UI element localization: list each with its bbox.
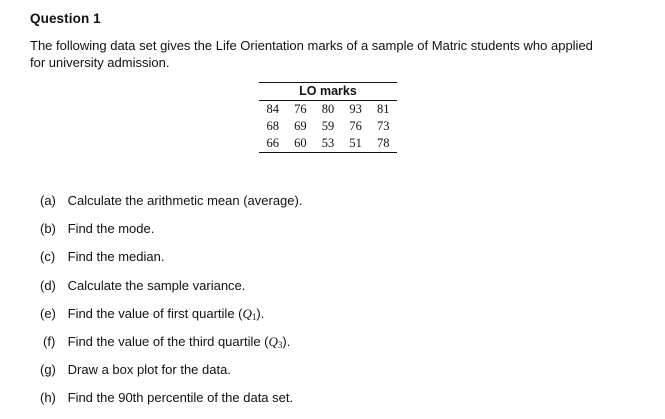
item-label: (b) <box>40 221 56 237</box>
lo-marks-table <box>259 82 397 153</box>
math-subscript: 3 <box>277 339 283 350</box>
math-variable: Q <box>242 305 252 321</box>
table-cell: 51 <box>342 135 370 153</box>
sub-question-b <box>40 221 302 249</box>
math-variable: Q <box>268 333 278 349</box>
sub-question-c <box>40 249 302 277</box>
item-label: (d) <box>40 277 56 293</box>
table-row <box>259 118 397 135</box>
sub-question-g <box>40 362 302 390</box>
table-cell: 80 <box>321 102 335 116</box>
table-cell: 73 <box>376 119 390 133</box>
table-cell: 76 <box>294 102 307 116</box>
item-text-before: Find the value of first quartile ( <box>67 305 243 321</box>
table-row <box>259 101 397 119</box>
item-label: (f) <box>43 333 56 349</box>
item-text-after: ). <box>282 333 291 349</box>
table-cell: 76 <box>349 119 362 133</box>
table-header: LO marks <box>259 83 397 101</box>
table-cell: 60 <box>287 135 315 153</box>
item-label: (a) <box>40 193 56 208</box>
item-label: (g) <box>40 362 56 378</box>
math-q1 <box>242 306 256 321</box>
table-cell: 59 <box>321 119 335 133</box>
item-label: (h) <box>40 390 56 406</box>
sub-question-a <box>40 193 302 221</box>
table-row <box>259 135 397 153</box>
question-title: Question 1 <box>30 11 101 26</box>
table-cell: 53 <box>314 135 342 153</box>
table-cell: 93 <box>349 102 362 116</box>
sub-question-e <box>40 306 302 334</box>
math-subscript: 1 <box>251 311 257 322</box>
math-q3 <box>269 334 283 349</box>
sub-question-list <box>40 193 302 419</box>
table-cell: 81 <box>376 102 390 116</box>
item-text-before: Find the value of the third quartile ( <box>67 333 269 349</box>
intro-line-2: for university admission. <box>30 55 170 70</box>
sub-question-h <box>40 390 302 418</box>
item-text: Calculate the arithmetic mean (average). <box>67 193 303 208</box>
sub-question-d <box>40 278 302 306</box>
table-cell: 78 <box>369 135 397 153</box>
table-cell: 66 <box>259 135 287 153</box>
item-text: Draw a box plot for the data. <box>67 362 231 378</box>
item-text-after: ). <box>256 305 265 321</box>
item-text: Calculate the sample variance. <box>67 277 246 293</box>
item-label: (c) <box>40 249 56 265</box>
table-cell: 69 <box>294 119 307 133</box>
item-text: Find the 90th percentile of the data set. <box>67 390 294 406</box>
sub-question-f <box>40 334 302 362</box>
item-text: Find the mode. <box>67 221 155 237</box>
table-cell: 84 <box>266 102 280 116</box>
item-text: Find the median. <box>67 249 165 265</box>
item-label: (e) <box>40 305 56 321</box>
intro-line-1: The following data set gives the Life Orientation marks of a sample of Matric students who applied <box>30 38 593 53</box>
question-intro <box>30 37 645 71</box>
table-cell: 68 <box>266 119 280 133</box>
